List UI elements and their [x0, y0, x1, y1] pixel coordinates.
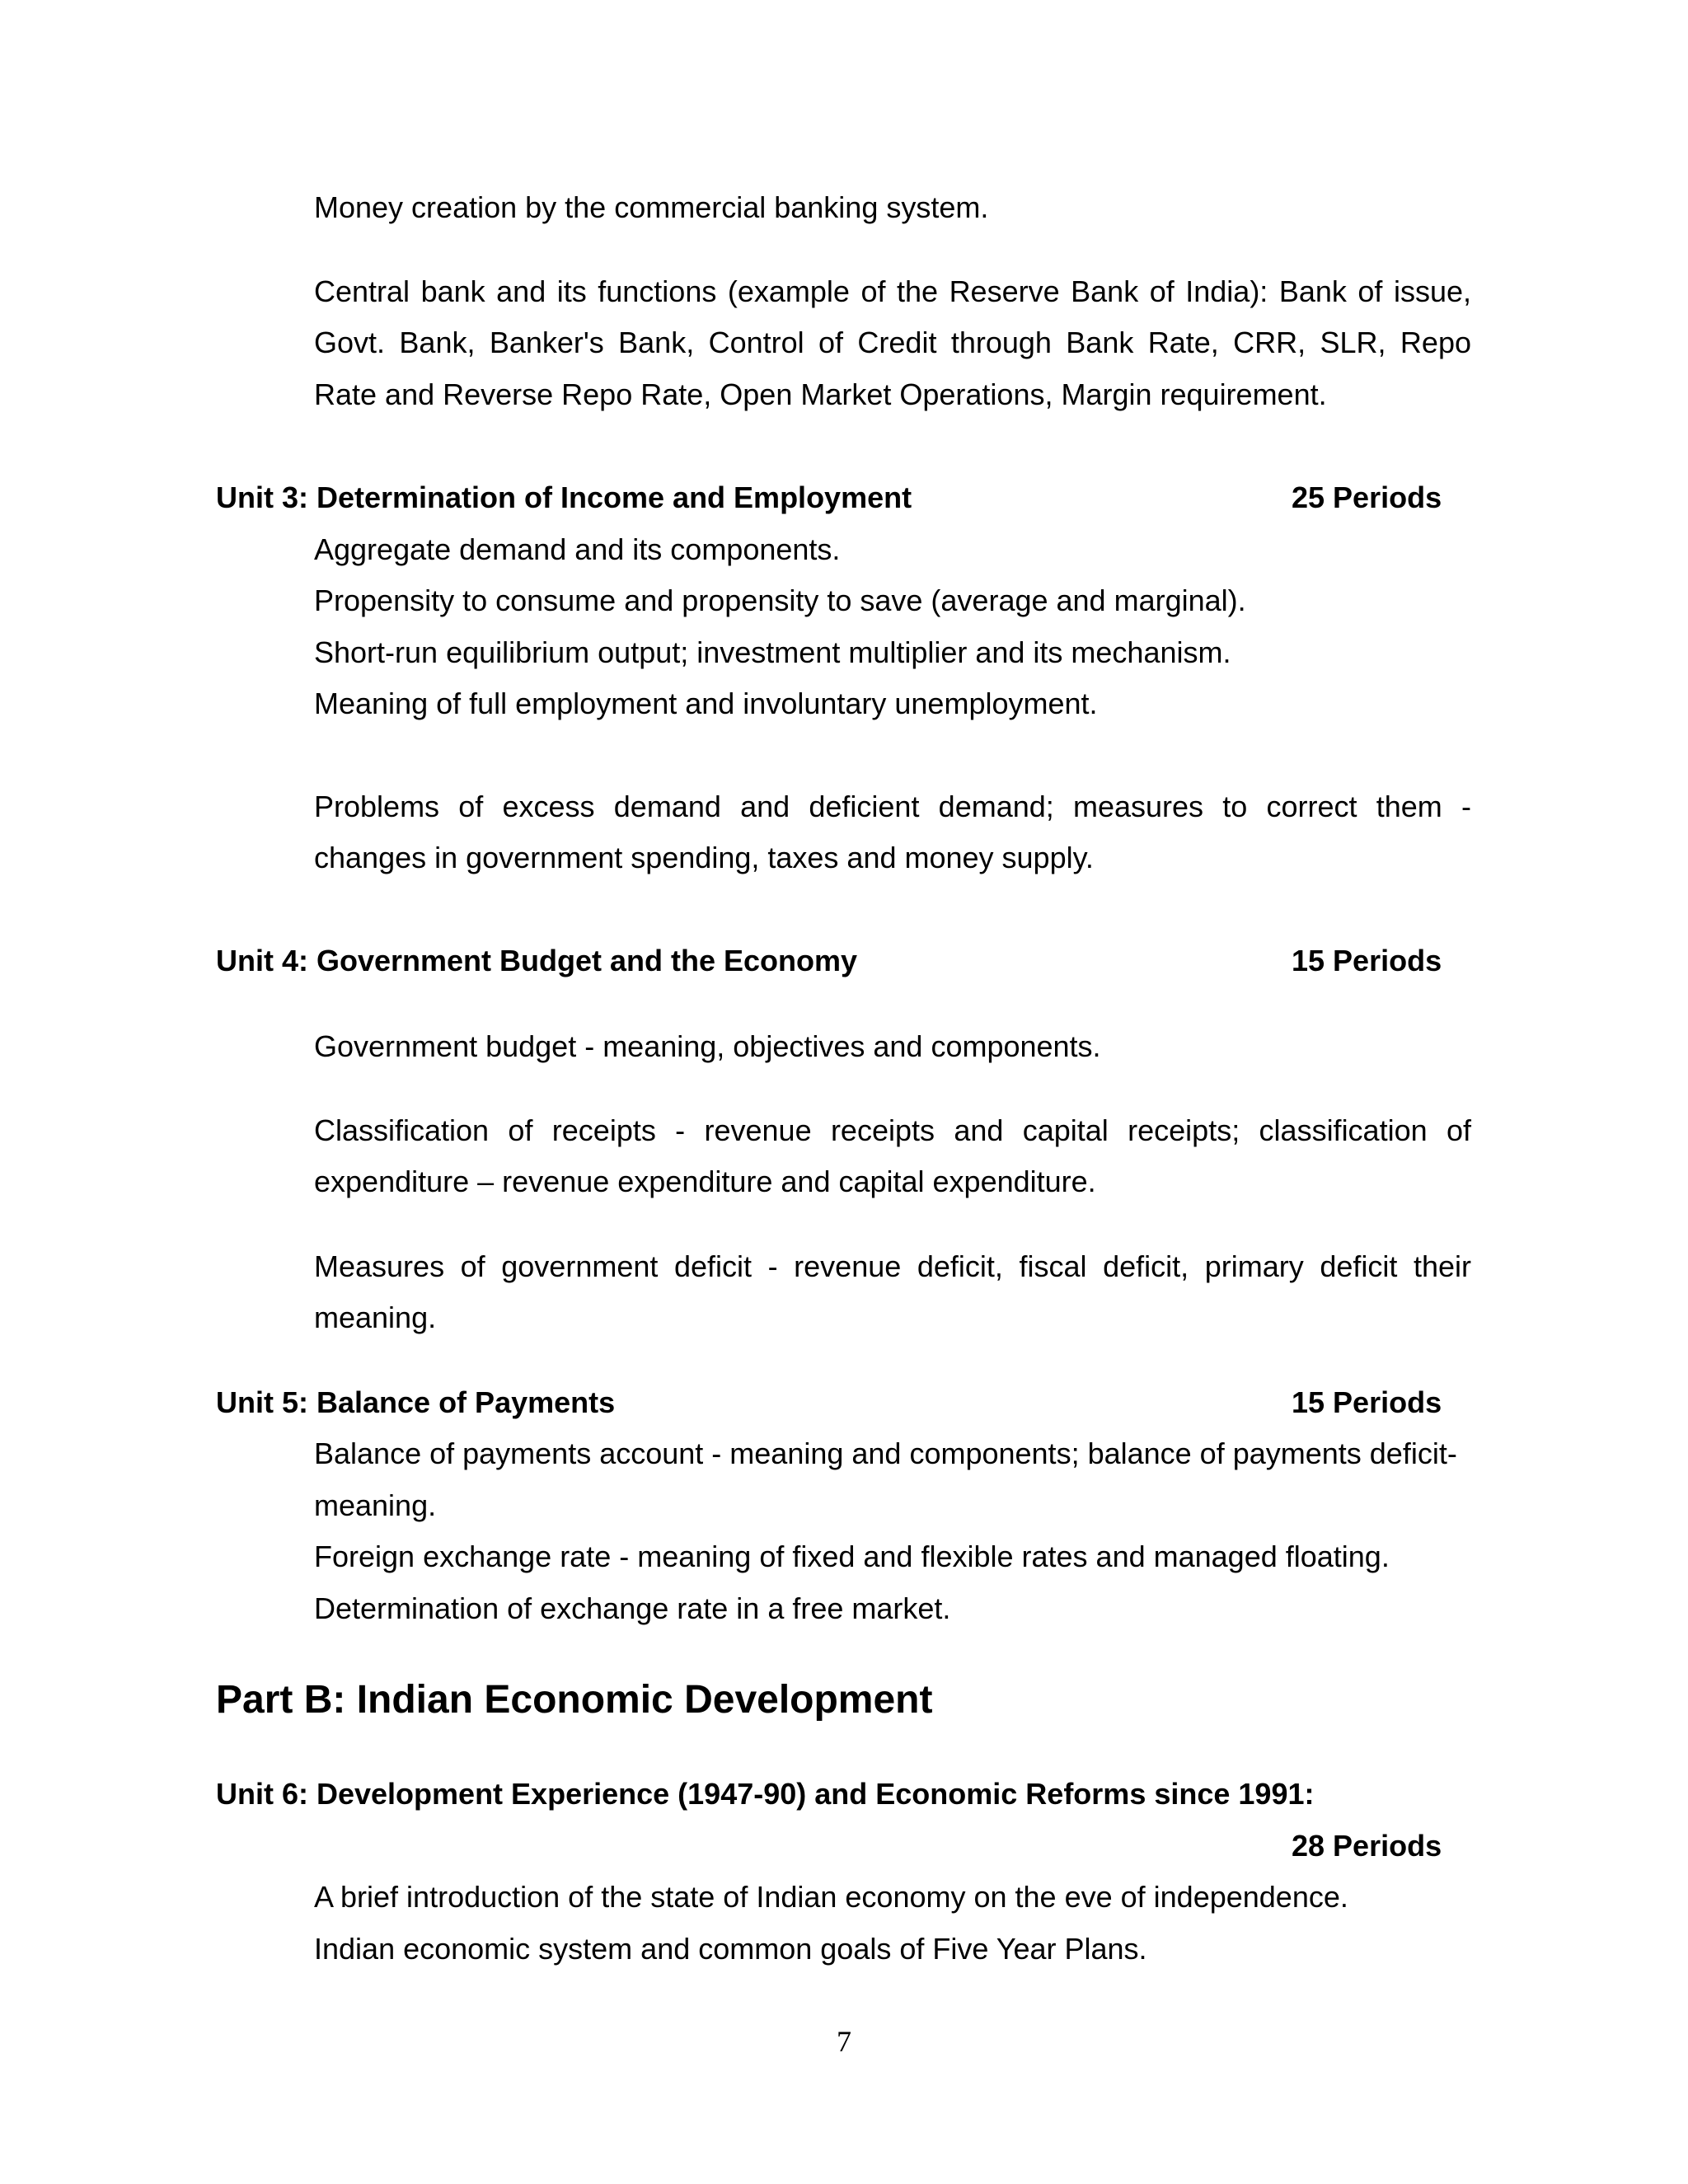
unit6-item-2: Indian economic system and common goals of Five Year Plans. [314, 1932, 1147, 1966]
unit5-heading: Unit 5: Balance of Payments [216, 1385, 616, 1419]
unit5-line-1: Balance of payments account - meaning and components; balance of payments deficit- [314, 1436, 1457, 1470]
unit5-line-3: Foreign exchange rate - meaning of fixed and flexible rates and managed floating. [314, 1540, 1390, 1573]
unit4-deficit-line-1: Measures of government deficit - revenue deficit, fiscal deficit, primary deficit their [314, 1249, 1471, 1283]
part-b-heading: Part B: Indian Economic Development [216, 1678, 933, 1722]
central-bank-line-2: Govt. Bank, Banker's Bank, Control of Credit through Bank Rate, CRR, SLR, Repo [314, 326, 1471, 359]
unit4-classification-line-2: expenditure – revenue expenditure and capital expenditure. [314, 1165, 1096, 1198]
unit6-periods: 28 Periods [1292, 1829, 1442, 1863]
central-bank-line-1: Central bank and its functions (example of the Reserve Bank of India): Bank of issue, [314, 274, 1471, 308]
unit3-item-2: Propensity to consume and propensity to save (average and marginal). [314, 583, 1246, 617]
unit4-deficit-line-2: meaning. [314, 1301, 437, 1334]
unit3-periods: 25 Periods [1292, 480, 1442, 514]
unit5-line-2: meaning. [314, 1488, 437, 1522]
unit4-budget-text: Government budget - meaning, objectives and components. [314, 1029, 1101, 1063]
unit4-classification-line-1: Classification of receipts - revenue receipts and capital receipts; classification of [314, 1113, 1471, 1147]
page-number: 7 [837, 2025, 851, 2058]
unit3-item-1: Aggregate demand and its components. [314, 532, 841, 566]
money-creation-text: Money creation by the commercial banking system. [314, 190, 989, 224]
unit5-periods: 15 Periods [1292, 1385, 1442, 1419]
unit6-heading: Unit 6: Development Experience (1947-90) and Economic Reforms since 1991: [216, 1777, 1315, 1811]
unit3-heading: Unit 3: Determination of Income and Employment [216, 480, 912, 514]
unit4-periods: 15 Periods [1292, 944, 1442, 977]
unit3-problems-line-1: Problems of excess demand and deficient demand; measures to correct them - [314, 790, 1471, 823]
unit3-problems-line-2: changes in government spending, taxes and money supply. [314, 841, 1094, 874]
unit3-item-4: Meaning of full employment and involuntary unemployment. [314, 687, 1098, 720]
unit3-item-3: Short-run equilibrium output; investment multiplier and its mechanism. [314, 635, 1231, 669]
unit4-heading: Unit 4: Government Budget and the Economy [216, 944, 858, 977]
central-bank-line-3: Rate and Reverse Repo Rate, Open Market Operations, Margin requirement. [314, 377, 1327, 411]
unit6-item-1: A brief introduction of the state of Indian economy on the eve of independence. [314, 1880, 1348, 1914]
unit5-line-4: Determination of exchange rate in a free market. [314, 1591, 951, 1625]
